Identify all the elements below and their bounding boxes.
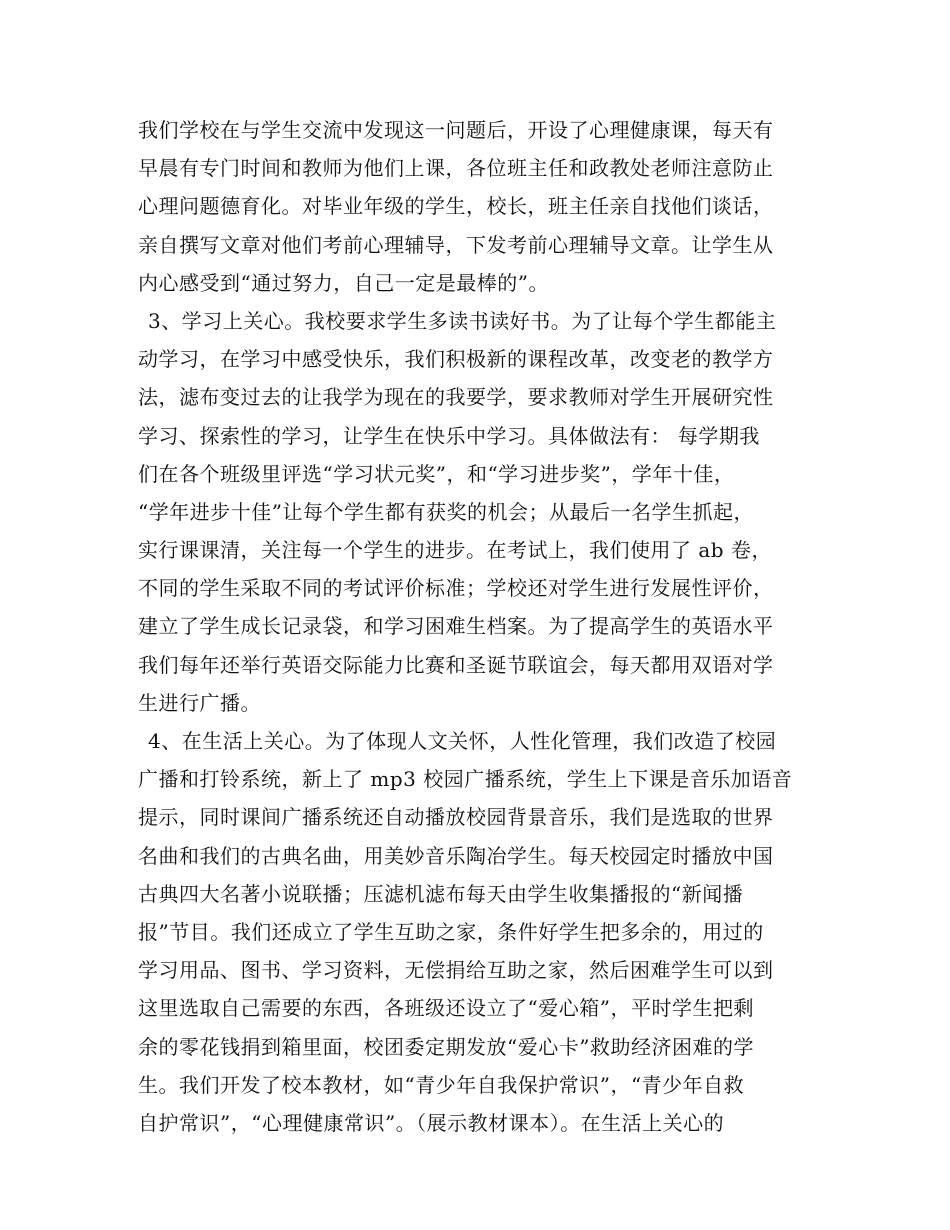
document-page (138, 111, 814, 1142)
text-line: 建立了学生成长记录袋，和学习困难生档案。为了提高学生的英语水平 (138, 614, 774, 639)
text-line: 早晨有专门时间和教师为他们上课，各位班主任和政教处老师注意防止 (138, 156, 774, 181)
text-line: 我们每年还举行英语交际能力比赛和圣诞节联谊会，每天都用双语对学 (138, 652, 774, 677)
paragraph-start-line: 3、学习上关心。我校要求学生多读书读好书。为了让每个学生都能主 (148, 308, 777, 333)
text-line: 学习用品、图书、学习资料，无偿捐给互助之家，然后困难学生可以到 (138, 958, 774, 983)
text-line: 法，滤布变过去的让我学为现在的我要学，要求教师对学生开展研究性 (138, 385, 774, 410)
text-line: 生。我们开发了校本教材，如“青少年自我保护常识”，“青少年自救 (138, 1072, 745, 1097)
paragraph-start-line: 4、在生活上关心。为了体现人文关怀，人性化管理，我们改造了校园 (148, 729, 777, 753)
text-line: 提示，同时课间广播系统还自动播放校园背景音乐，我们是选取的世界 (138, 805, 774, 830)
text-line: 内心感受到“通过努力，自己一定是最棒的”。 (138, 270, 549, 295)
text-line: 我们学校在与学生交流中发现这一问题后，开设了心理健康课，每天有 (138, 118, 774, 142)
text-line: 们在各个班级里评选“学习状元奖”，和“学习进步奖”，学年十佳， (138, 461, 735, 486)
text-line: 生进行广播。 (138, 690, 261, 715)
text-line: 名曲和我们的古典名曲，用美妙音乐陶冶学生。每天校园定时播放中国 (138, 843, 774, 868)
text-line: “学年进步十佳”让每个学生都有获奖的机会；从最后一名学生抓起， (138, 499, 754, 524)
text-line: 学习、探索性的学习，让学生在快乐中学习。具体做法有： 每学期我 (138, 423, 760, 448)
text-line: 自护常识”，“心理健康常识”。（展示教材课本）。在生活上关心的 (138, 1110, 725, 1135)
text-line: 实行课课清，关注每一个学生的进步。在考试上，我们使用了 ab 卷， (138, 538, 772, 563)
text-line: 这里选取自己需要的东西，各班级还设立了“爱心箱”，平时学生把剩 (138, 996, 754, 1021)
text-line: 余的零花钱捐到箱里面，校团委定期发放“爱心卡”救助经济困难的学 (138, 1034, 754, 1059)
text-line: 古典四大名著小说联播；压滤机滤布每天由学生收集播报的“新闻播 (138, 881, 744, 906)
text-line: 广播和打铃系统，新上了 mp3 校园广播系统，学生上下课是音乐加语音 (138, 767, 793, 792)
text-line: 不同的学生采取不同的考试评价标准；学校还对学生进行发展性评价， (138, 576, 774, 601)
text-line: 报”节目。我们还成立了学生互助之家，条件好学生把多余的，用过的 (138, 919, 764, 944)
text-line: 亲自撰写文章对他们考前心理辅导，下发考前心理辅导文章。让学生从 (138, 232, 774, 257)
text-line: 动学习，在学习中感受快乐，我们积极新的课程改革，改变老的教学方 (138, 347, 774, 372)
text-line: 心理问题德育化。对毕业年级的学生，校长，班主任亲自找他们谈话， (138, 194, 774, 219)
